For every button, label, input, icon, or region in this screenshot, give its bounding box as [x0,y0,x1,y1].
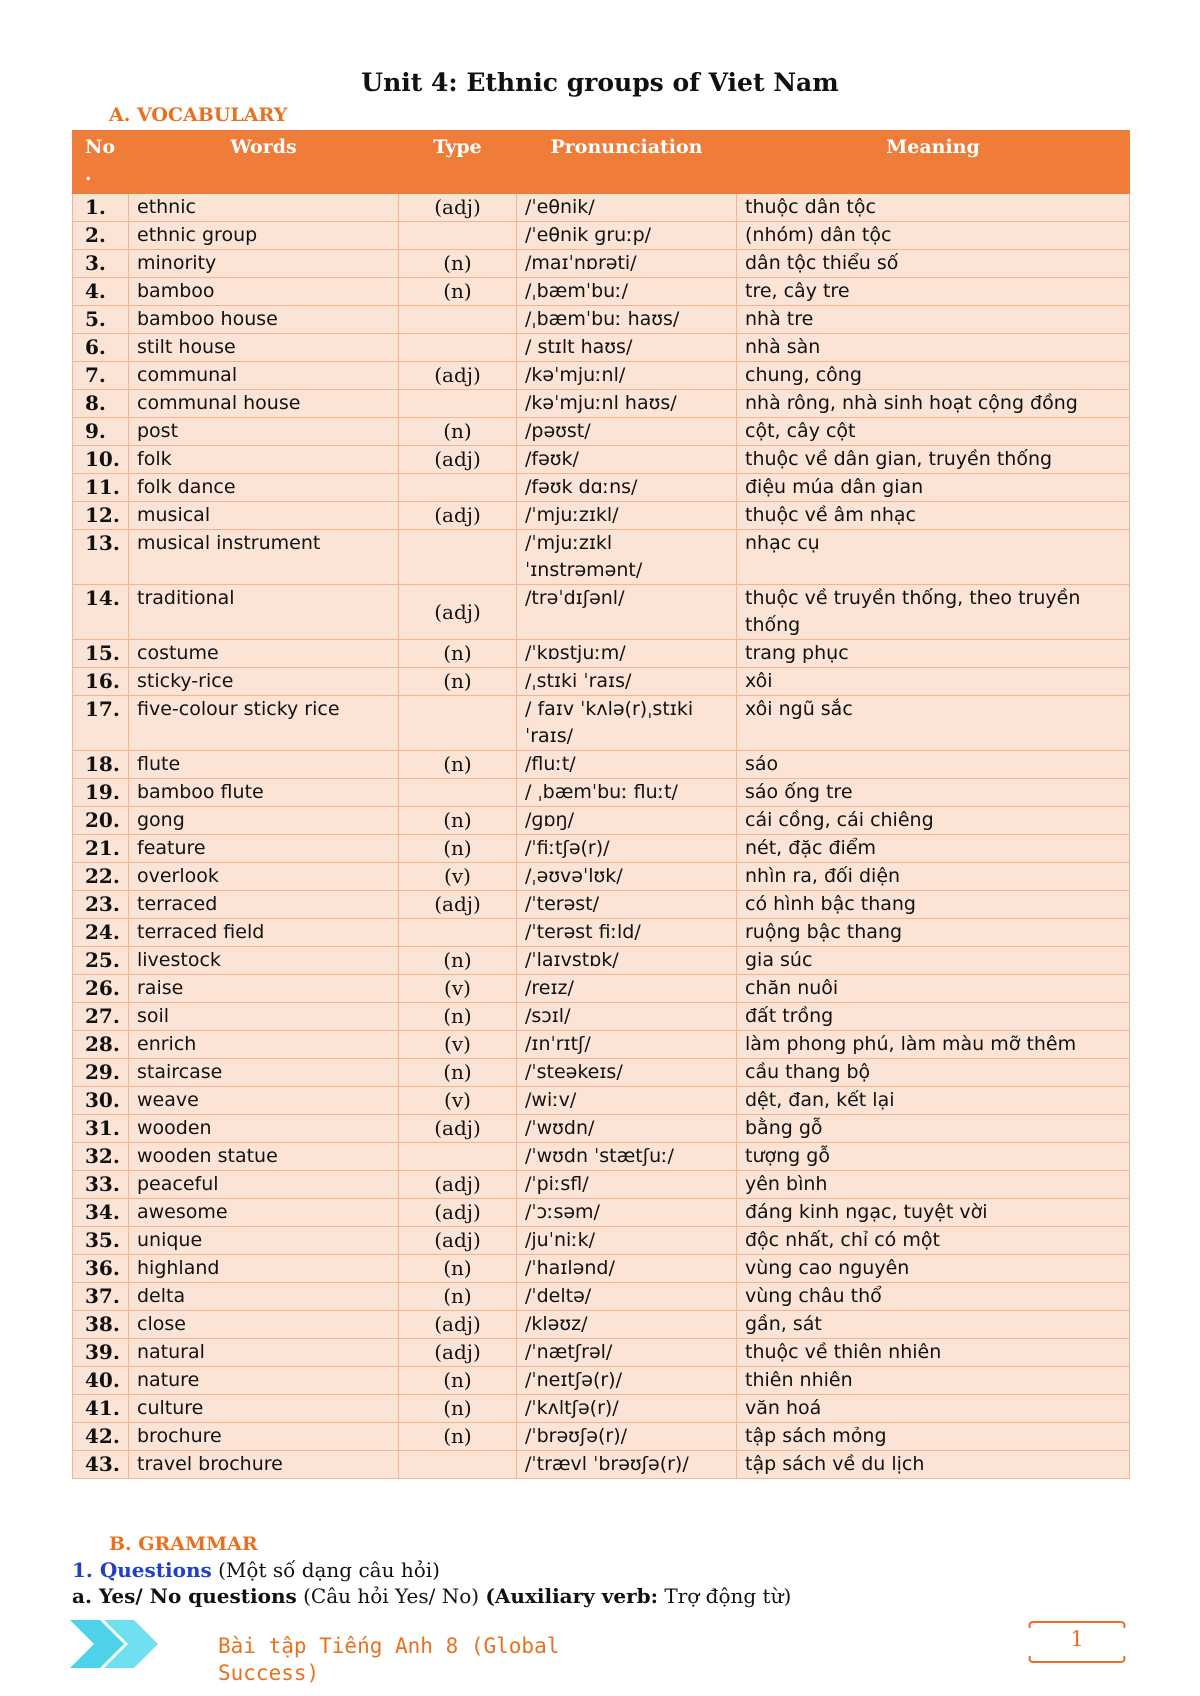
grammar-point-yes-no [72,1584,791,1608]
row-pronunciation: /ˈlaɪvstɒk/ [517,947,737,975]
row-pronunciation: /ˈeθnik/ [517,194,737,222]
row-pronunciation: /ˈpiːsfl/ [517,1171,737,1199]
row-word: culture [129,1395,399,1423]
row-meaning: nhạc cụ [737,530,1130,585]
table-row [73,306,1130,334]
row-pronunciation: /ˈterəst/ [517,891,737,919]
footer-arrows-icon [70,1618,190,1670]
table-row [73,1367,1130,1395]
row-word: wooden statue [129,1143,399,1171]
row-meaning: nhà tre [737,306,1130,334]
table-row [73,668,1130,696]
row-type: (adj) [399,891,517,919]
row-pronunciation: /ˈhaɪlənd/ [517,1255,737,1283]
row-word: highland [129,1255,399,1283]
questions-note: (Một số dạng câu hỏi) [211,1558,440,1582]
row-word: post [129,418,399,446]
row-number: 23. [73,891,129,919]
table-row [73,835,1130,863]
row-pronunciation: /kləʊz/ [517,1311,737,1339]
row-pronunciation: /ˈkʌltʃə(r)/ [517,1395,737,1423]
row-word: livestock [129,947,399,975]
page-number-box [1028,1618,1126,1666]
table-row [73,1423,1130,1451]
row-type: (n) [399,1255,517,1283]
row-pronunciation: /ˈneɪtʃə(r)/ [517,1367,737,1395]
row-number: 31. [73,1115,129,1143]
row-type [399,1143,517,1171]
table-row [73,474,1130,502]
table-row [73,863,1130,891]
row-pronunciation: /ˌəʊvəˈlʊk/ [517,863,737,891]
row-word: flute [129,751,399,779]
row-word: minority [129,250,399,278]
row-pronunciation: /ˈsteəkeɪs/ [517,1059,737,1087]
row-meaning: dân tộc thiểu số [737,250,1130,278]
row-meaning: xôi [737,668,1130,696]
row-pronunciation: /ˈdeltə/ [517,1283,737,1311]
table-row [73,1087,1130,1115]
row-number: 36. [73,1255,129,1283]
row-type: (adj) [399,1227,517,1255]
row-word: folk [129,446,399,474]
row-meaning: tre, cây tre [737,278,1130,306]
row-meaning: thuộc về thiên nhiên [737,1339,1130,1367]
row-meaning: điệu múa dân gian [737,474,1130,502]
table-row [73,1059,1130,1087]
row-type: (adj) [399,362,517,390]
row-type [399,474,517,502]
row-word: enrich [129,1031,399,1059]
row-type: (v) [399,1087,517,1115]
table-row [73,1339,1130,1367]
vocabulary-table [72,130,1130,1479]
row-meaning: độc nhất, chỉ có một [737,1227,1130,1255]
row-pronunciation: / faɪv ˈkʌlə(r)ˌstɪki ˈraɪs/ [517,696,737,751]
row-number: 37. [73,1283,129,1311]
table-row [73,585,1130,640]
row-word: ethnic group [129,222,399,250]
row-word: travel brochure [129,1451,399,1479]
row-pronunciation: /ˌbæmˈbuː haʊs/ [517,306,737,334]
row-pronunciation: /ˈfiːtʃə(r)/ [517,835,737,863]
table-header-row [73,131,1130,194]
row-number: 22. [73,863,129,891]
row-type: (adj) [399,194,517,222]
row-number: 20. [73,807,129,835]
table-row [73,334,1130,362]
row-pronunciation: /ˈwʊdn/ [517,1115,737,1143]
row-number: 41. [73,1395,129,1423]
row-meaning: vùng châu thổ [737,1283,1130,1311]
row-type: (adj) [399,502,517,530]
header-words: Words [129,131,399,194]
row-type: (n) [399,947,517,975]
row-word: terraced field [129,919,399,947]
row-type: (v) [399,1031,517,1059]
row-number: 32. [73,1143,129,1171]
row-number: 29. [73,1059,129,1087]
row-meaning: đất trồng [737,1003,1130,1031]
row-meaning: làm phong phú, làm màu mỡ thêm [737,1031,1130,1059]
table-row [73,1255,1130,1283]
row-pronunciation: / ˌbæmˈbuː fluːt/ [517,779,737,807]
row-pronunciation: /ˈmjuːzɪkl/ [517,502,737,530]
row-type [399,334,517,362]
aux-verb-label: (Auxiliary verb: [485,1584,658,1608]
row-meaning: chăn nuôi [737,975,1130,1003]
row-number: 7. [73,362,129,390]
yes-no-note: (Câu hỏi Yes/ No) [296,1584,486,1608]
row-number: 5. [73,306,129,334]
row-word: musical instrument [129,530,399,585]
row-meaning: ruộng bậc thang [737,919,1130,947]
row-meaning: chung, công [737,362,1130,390]
table-row [73,250,1130,278]
row-type [399,1451,517,1479]
row-number: 15. [73,640,129,668]
row-word: brochure [129,1423,399,1451]
row-number: 27. [73,1003,129,1031]
table-row [73,1171,1130,1199]
row-word: ethnic [129,194,399,222]
section-vocabulary-heading: A. VOCABULARY [109,104,288,126]
row-meaning: yên bình [737,1171,1130,1199]
row-word: costume [129,640,399,668]
row-number: 18. [73,751,129,779]
row-number: 9. [73,418,129,446]
row-meaning: thiên nhiên [737,1367,1130,1395]
row-number: 17. [73,696,129,751]
row-meaning: bằng gỗ [737,1115,1130,1143]
footer-book-title: Bài tập Tiếng Anh 8 (Global Success) [218,1634,560,1685]
row-number: 12. [73,502,129,530]
row-number: 4. [73,278,129,306]
row-number: 34. [73,1199,129,1227]
grammar-point-questions [72,1558,440,1582]
row-word: musical [129,502,399,530]
row-pronunciation: /ˌbæmˈbuː/ [517,278,737,306]
row-word: sticky-rice [129,668,399,696]
row-pronunciation: /sɔɪl/ [517,1003,737,1031]
table-row [73,1143,1130,1171]
row-type: (n) [399,1367,517,1395]
row-pronunciation: /wiːv/ [517,1087,737,1115]
row-meaning: gia súc [737,947,1130,975]
header-pronunciation: Pronunciation [517,131,737,194]
row-word: unique [129,1227,399,1255]
row-number: 14. [73,585,129,640]
row-meaning: sáo [737,751,1130,779]
row-number: 10. [73,446,129,474]
row-type: (n) [399,418,517,446]
row-meaning: nhìn ra, đối diện [737,863,1130,891]
row-meaning: gần, sát [737,1311,1130,1339]
row-pronunciation: /ˈɔːsəm/ [517,1199,737,1227]
row-word: stilt house [129,334,399,362]
row-type: (v) [399,975,517,1003]
row-meaning: tập sách mỏng [737,1423,1130,1451]
row-word: close [129,1311,399,1339]
aux-verb-note: Trợ động từ) [658,1584,792,1608]
row-pronunciation: /ˈkɒstjuːm/ [517,640,737,668]
row-number: 3. [73,250,129,278]
table-row [73,1003,1130,1031]
row-type: (n) [399,751,517,779]
row-type: (n) [399,807,517,835]
row-pronunciation: /ˈwʊdn ˈstætʃuː/ [517,1143,737,1171]
row-word: five-colour sticky rice [129,696,399,751]
row-word: wooden [129,1115,399,1143]
table-row [73,278,1130,306]
row-number: 26. [73,975,129,1003]
header-type: Type [399,131,517,194]
header-meaning: Meaning [737,131,1130,194]
row-type [399,779,517,807]
row-meaning: đáng kinh ngạc, tuyệt vời [737,1199,1130,1227]
row-word: gong [129,807,399,835]
row-word: feature [129,835,399,863]
row-type: (adj) [399,585,517,640]
table-row [73,807,1130,835]
row-pronunciation: /kəˈmjuːnl haʊs/ [517,390,737,418]
row-type: (adj) [399,1199,517,1227]
row-type [399,919,517,947]
row-pronunciation: /trəˈdɪʃənl/ [517,585,737,640]
row-number: 25. [73,947,129,975]
row-type: (n) [399,668,517,696]
row-word: bamboo house [129,306,399,334]
table-row [73,696,1130,751]
table-row [73,362,1130,390]
questions-label: 1. Questions [72,1558,212,1582]
row-number: 42. [73,1423,129,1451]
table-row [73,1115,1130,1143]
row-meaning: văn hoá [737,1395,1130,1423]
row-type [399,390,517,418]
row-meaning: cột, cây cột [737,418,1130,446]
table-row [73,530,1130,585]
vocabulary-table-body [73,194,1130,1479]
row-number: 21. [73,835,129,863]
row-pronunciation: /ˈnætʃrəl/ [517,1339,737,1367]
table-row [73,1283,1130,1311]
row-meaning: có hình bậc thang [737,891,1130,919]
row-number: 38. [73,1311,129,1339]
row-type: (n) [399,835,517,863]
row-word: delta [129,1283,399,1311]
row-type: (adj) [399,1171,517,1199]
row-word: weave [129,1087,399,1115]
table-row [73,1451,1130,1479]
row-meaning: nhà sàn [737,334,1130,362]
row-type [399,696,517,751]
table-row [73,418,1130,446]
row-meaning: nhà rông, nhà sinh hoạt cộng đồng [737,390,1130,418]
row-pronunciation: /ˈterəst fiːld/ [517,919,737,947]
row-meaning: tượng gỗ [737,1143,1130,1171]
row-type: (n) [399,1283,517,1311]
table-row [73,502,1130,530]
row-pronunciation: /fəʊk dɑːns/ [517,474,737,502]
row-meaning: cái cồng, cái chiêng [737,807,1130,835]
row-type: (adj) [399,1115,517,1143]
row-meaning: thuộc về âm nhạc [737,502,1130,530]
row-type: (n) [399,250,517,278]
row-pronunciation: /fluːt/ [517,751,737,779]
row-number: 8. [73,390,129,418]
row-pronunciation: /ˈbrəʊʃə(r)/ [517,1423,737,1451]
row-word: nature [129,1367,399,1395]
row-type: (adj) [399,1339,517,1367]
row-meaning: nét, đặc điểm [737,835,1130,863]
row-word: peaceful [129,1171,399,1199]
row-type: (n) [399,1059,517,1087]
row-word: communal [129,362,399,390]
row-word: soil [129,1003,399,1031]
row-pronunciation: /maɪˈnɒrəti/ [517,250,737,278]
row-number: 30. [73,1087,129,1115]
row-type: (n) [399,640,517,668]
row-type: (adj) [399,1311,517,1339]
table-row [73,194,1130,222]
row-number: 28. [73,1031,129,1059]
table-row [73,779,1130,807]
row-word: bamboo flute [129,779,399,807]
row-word: traditional [129,585,399,640]
row-word: folk dance [129,474,399,502]
page-title: Unit 4: Ethnic groups of Viet Nam [361,68,839,97]
table-row [73,947,1130,975]
row-word: communal house [129,390,399,418]
table-row [73,1395,1130,1423]
table-row [73,1311,1130,1339]
row-pronunciation: /pəʊst/ [517,418,737,446]
row-pronunciation: /ɪnˈrɪtʃ/ [517,1031,737,1059]
row-type [399,530,517,585]
row-type [399,222,517,250]
table-row [73,975,1130,1003]
row-word: raise [129,975,399,1003]
header-no: No . [73,131,129,194]
table-row [73,222,1130,250]
yes-no-label: a. Yes/ No questions [72,1584,297,1608]
row-word: terraced [129,891,399,919]
row-type: (adj) [399,446,517,474]
row-number: 33. [73,1171,129,1199]
row-meaning: cầu thang bộ [737,1059,1130,1087]
row-word: natural [129,1339,399,1367]
row-word: bamboo [129,278,399,306]
table-row [73,640,1130,668]
row-word: overlook [129,863,399,891]
row-number: 11. [73,474,129,502]
row-meaning: (nhóm) dân tộc [737,222,1130,250]
table-row [73,1199,1130,1227]
table-row [73,751,1130,779]
row-meaning: sáo ống tre [737,779,1130,807]
row-pronunciation: /juˈniːk/ [517,1227,737,1255]
row-pronunciation: /fəʊk/ [517,446,737,474]
row-meaning: thuộc dân tộc [737,194,1130,222]
row-pronunciation: /ˌstɪki ˈraɪs/ [517,668,737,696]
row-type: (v) [399,863,517,891]
row-number: 19. [73,779,129,807]
table-row [73,1031,1130,1059]
row-meaning: dệt, đan, kết lại [737,1087,1130,1115]
row-pronunciation: /ˈtrævl ˈbrəʊʃə(r)/ [517,1451,737,1479]
row-type [399,306,517,334]
row-pronunciation: / stɪlt haʊs/ [517,334,737,362]
table-row [73,1227,1130,1255]
table-row [73,919,1130,947]
row-meaning: tập sách về du lịch [737,1451,1130,1479]
row-word: awesome [129,1199,399,1227]
page-number: 1 [1070,1627,1084,1651]
row-meaning: vùng cao nguyên [737,1255,1130,1283]
row-type: (n) [399,1003,517,1031]
row-number: 35. [73,1227,129,1255]
row-pronunciation: /kəˈmjuːnl/ [517,362,737,390]
table-row [73,446,1130,474]
row-number: 6. [73,334,129,362]
row-type: (n) [399,278,517,306]
row-number: 13. [73,530,129,585]
row-number: 16. [73,668,129,696]
row-meaning: thuộc về truyền thống, theo truyền thống [737,585,1130,640]
row-number: 39. [73,1339,129,1367]
row-number: 40. [73,1367,129,1395]
row-number: 1. [73,194,129,222]
row-meaning: thuộc về dân gian, truyền thống [737,446,1130,474]
row-type: (n) [399,1423,517,1451]
row-pronunciation: /reɪz/ [517,975,737,1003]
row-pronunciation: /ˈeθnik ɡruːp/ [517,222,737,250]
row-pronunciation: /ɡɒŋ/ [517,807,737,835]
section-grammar-heading: B. GRAMMAR [109,1533,258,1555]
table-row [73,891,1130,919]
row-number: 43. [73,1451,129,1479]
row-number: 2. [73,222,129,250]
row-meaning: xôi ngũ sắc [737,696,1130,751]
row-word: staircase [129,1059,399,1087]
row-number: 24. [73,919,129,947]
row-type: (n) [399,1395,517,1423]
table-row [73,390,1130,418]
row-meaning: trang phục [737,640,1130,668]
row-pronunciation: /ˈmjuːzɪkl ˈɪnstrəmənt/ [517,530,737,585]
